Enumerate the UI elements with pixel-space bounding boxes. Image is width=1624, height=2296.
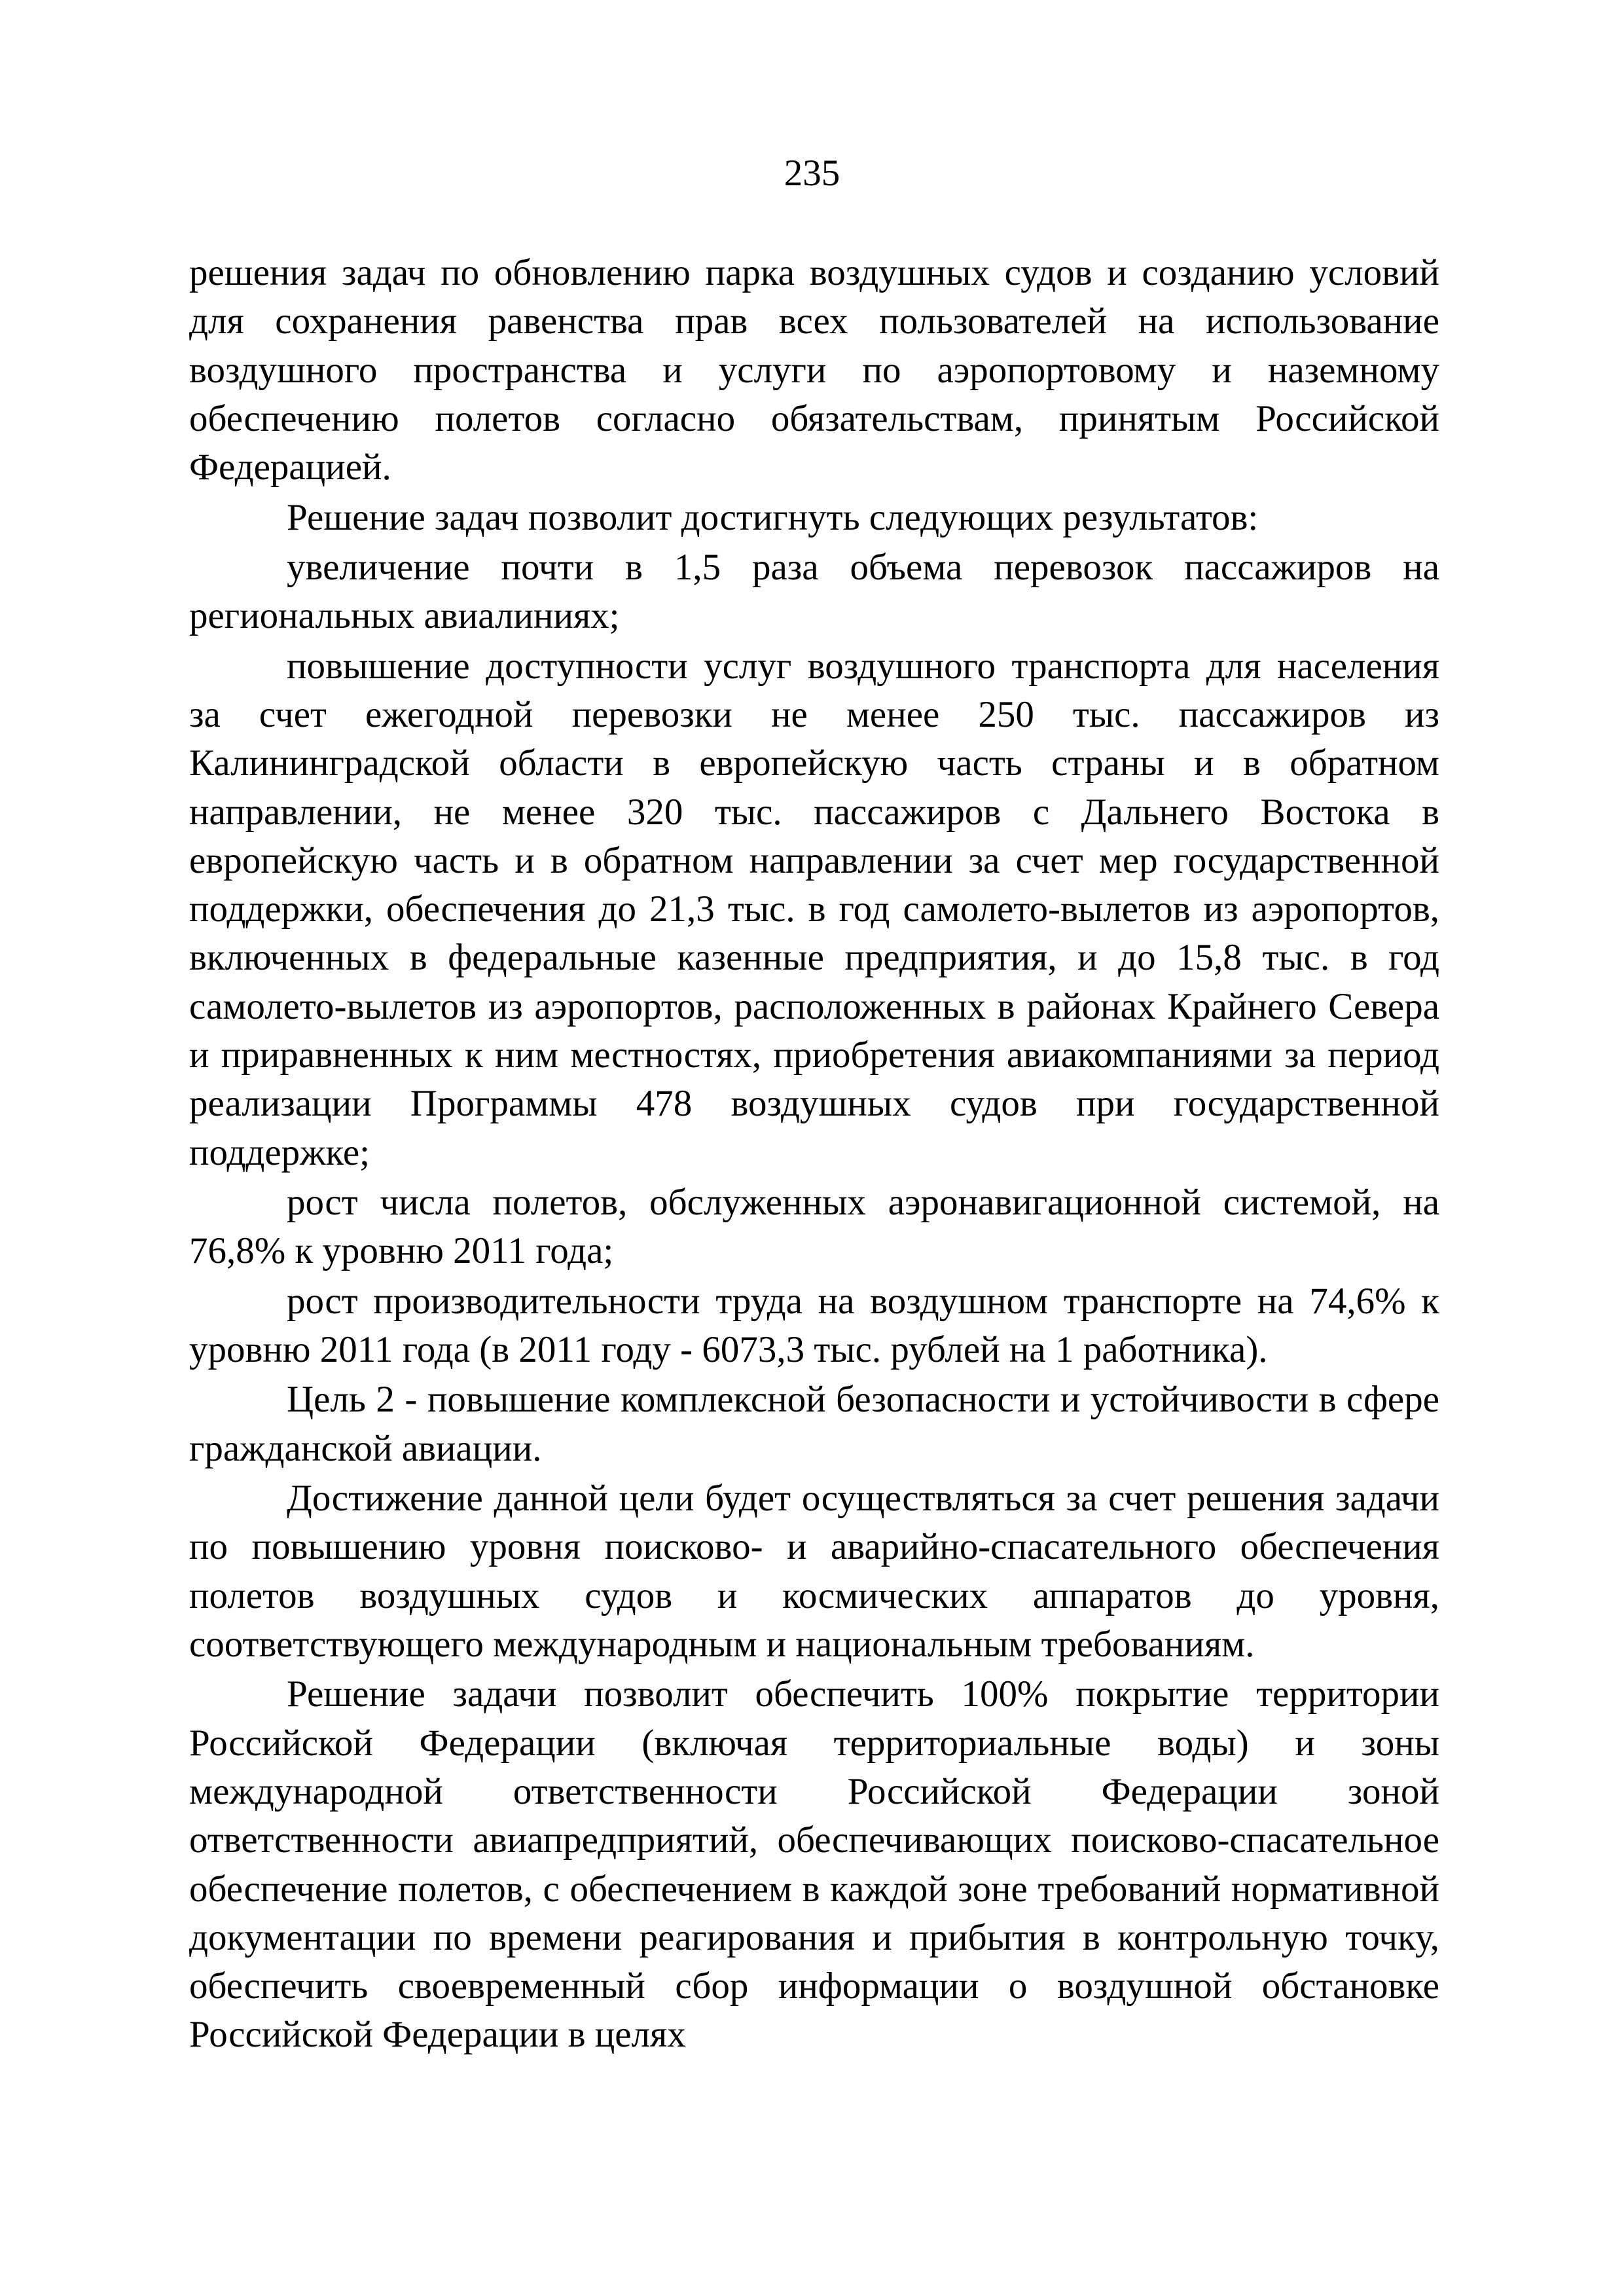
paragraph-4: повышение доступности услуг воздушного транспорта для населения за счет ежегодной перевозки не менее 250 тыс. пассажиров из Калининградской области в европейскую часть страны и в обратном направлении, не менее 320 тыс. пассажиров с Дальнего Востока в европейскую часть и в обратном направлении за счет мер государственной поддержки, обеспечения до 21,3 тыс. в год самолето-вылетов из аэропортов, включенных в федеральные казенные предприятия, и до 15,8 тыс. в год самолето-вылетов из аэропортов, расположенных в районах Крайнего Севера и приравненных к ним местностях, приобретения авиакомпаниями за период реализации Программы 478 воздушных судов при государственной поддержке; — [189, 645, 1439, 1173]
page-number: 235 — [784, 153, 840, 194]
paragraph-2: Решение задач позволит достигнуть следующих результатов: — [287, 496, 1259, 538]
paragraph-5: рост числа полетов, обслуженных аэронавигационной системой, на 76,8% к уровню 2011 года; — [189, 1182, 1439, 1272]
paragraph-7: Цель 2 - повышение комплексной безопасности и устойчивости в сфере гражданской авиации. — [189, 1379, 1439, 1469]
paragraph-1: решения задач по обновлению парка воздушных судов и созданию условий для сохранения равенства прав всех пользователей на использование воздушного пространства и услуги по аэропортовому и наземному обеспечению полетов согласно обязательствам, принятым Российской Федерацией. — [189, 252, 1439, 488]
document-body — [189, 249, 1439, 2061]
paragraph-6: рост производительности труда на воздушном транспорте на 74,6% к уровню 2011 года (в 2011 году - 6073,3 тыс. рублей на 1 работника). — [189, 1280, 1439, 1370]
paragraph-9: Решение задачи позволит обеспечить 100% покрытие территории Российской Федерации (включая территориальные воды) и зоны международной ответственности Российской Федерации зоной ответственности авиапредприятий, обеспечивающих поисково-спасательное обеспечение полетов, с обеспечением в каждой зоне требований нормативной документации по времени реагирования и прибытия в контрольную точку, обеспечить своевременный сбор информации о воздушной обстановке Российской Федерации в целях — [189, 1673, 1439, 2056]
paragraph-8: Достижение данной цели будет осуществляться за счет решения задачи по повышению уровня поисково- и аварийно-спасательного обеспечения полетов воздушных судов и космических аппаратов до уровня, соответствующего международным и национальным требованиям. — [189, 1478, 1439, 1665]
paragraph-3: увеличение почти в 1,5 раза объема перевозок пассажиров на региональных авиалиниях; — [189, 546, 1439, 637]
